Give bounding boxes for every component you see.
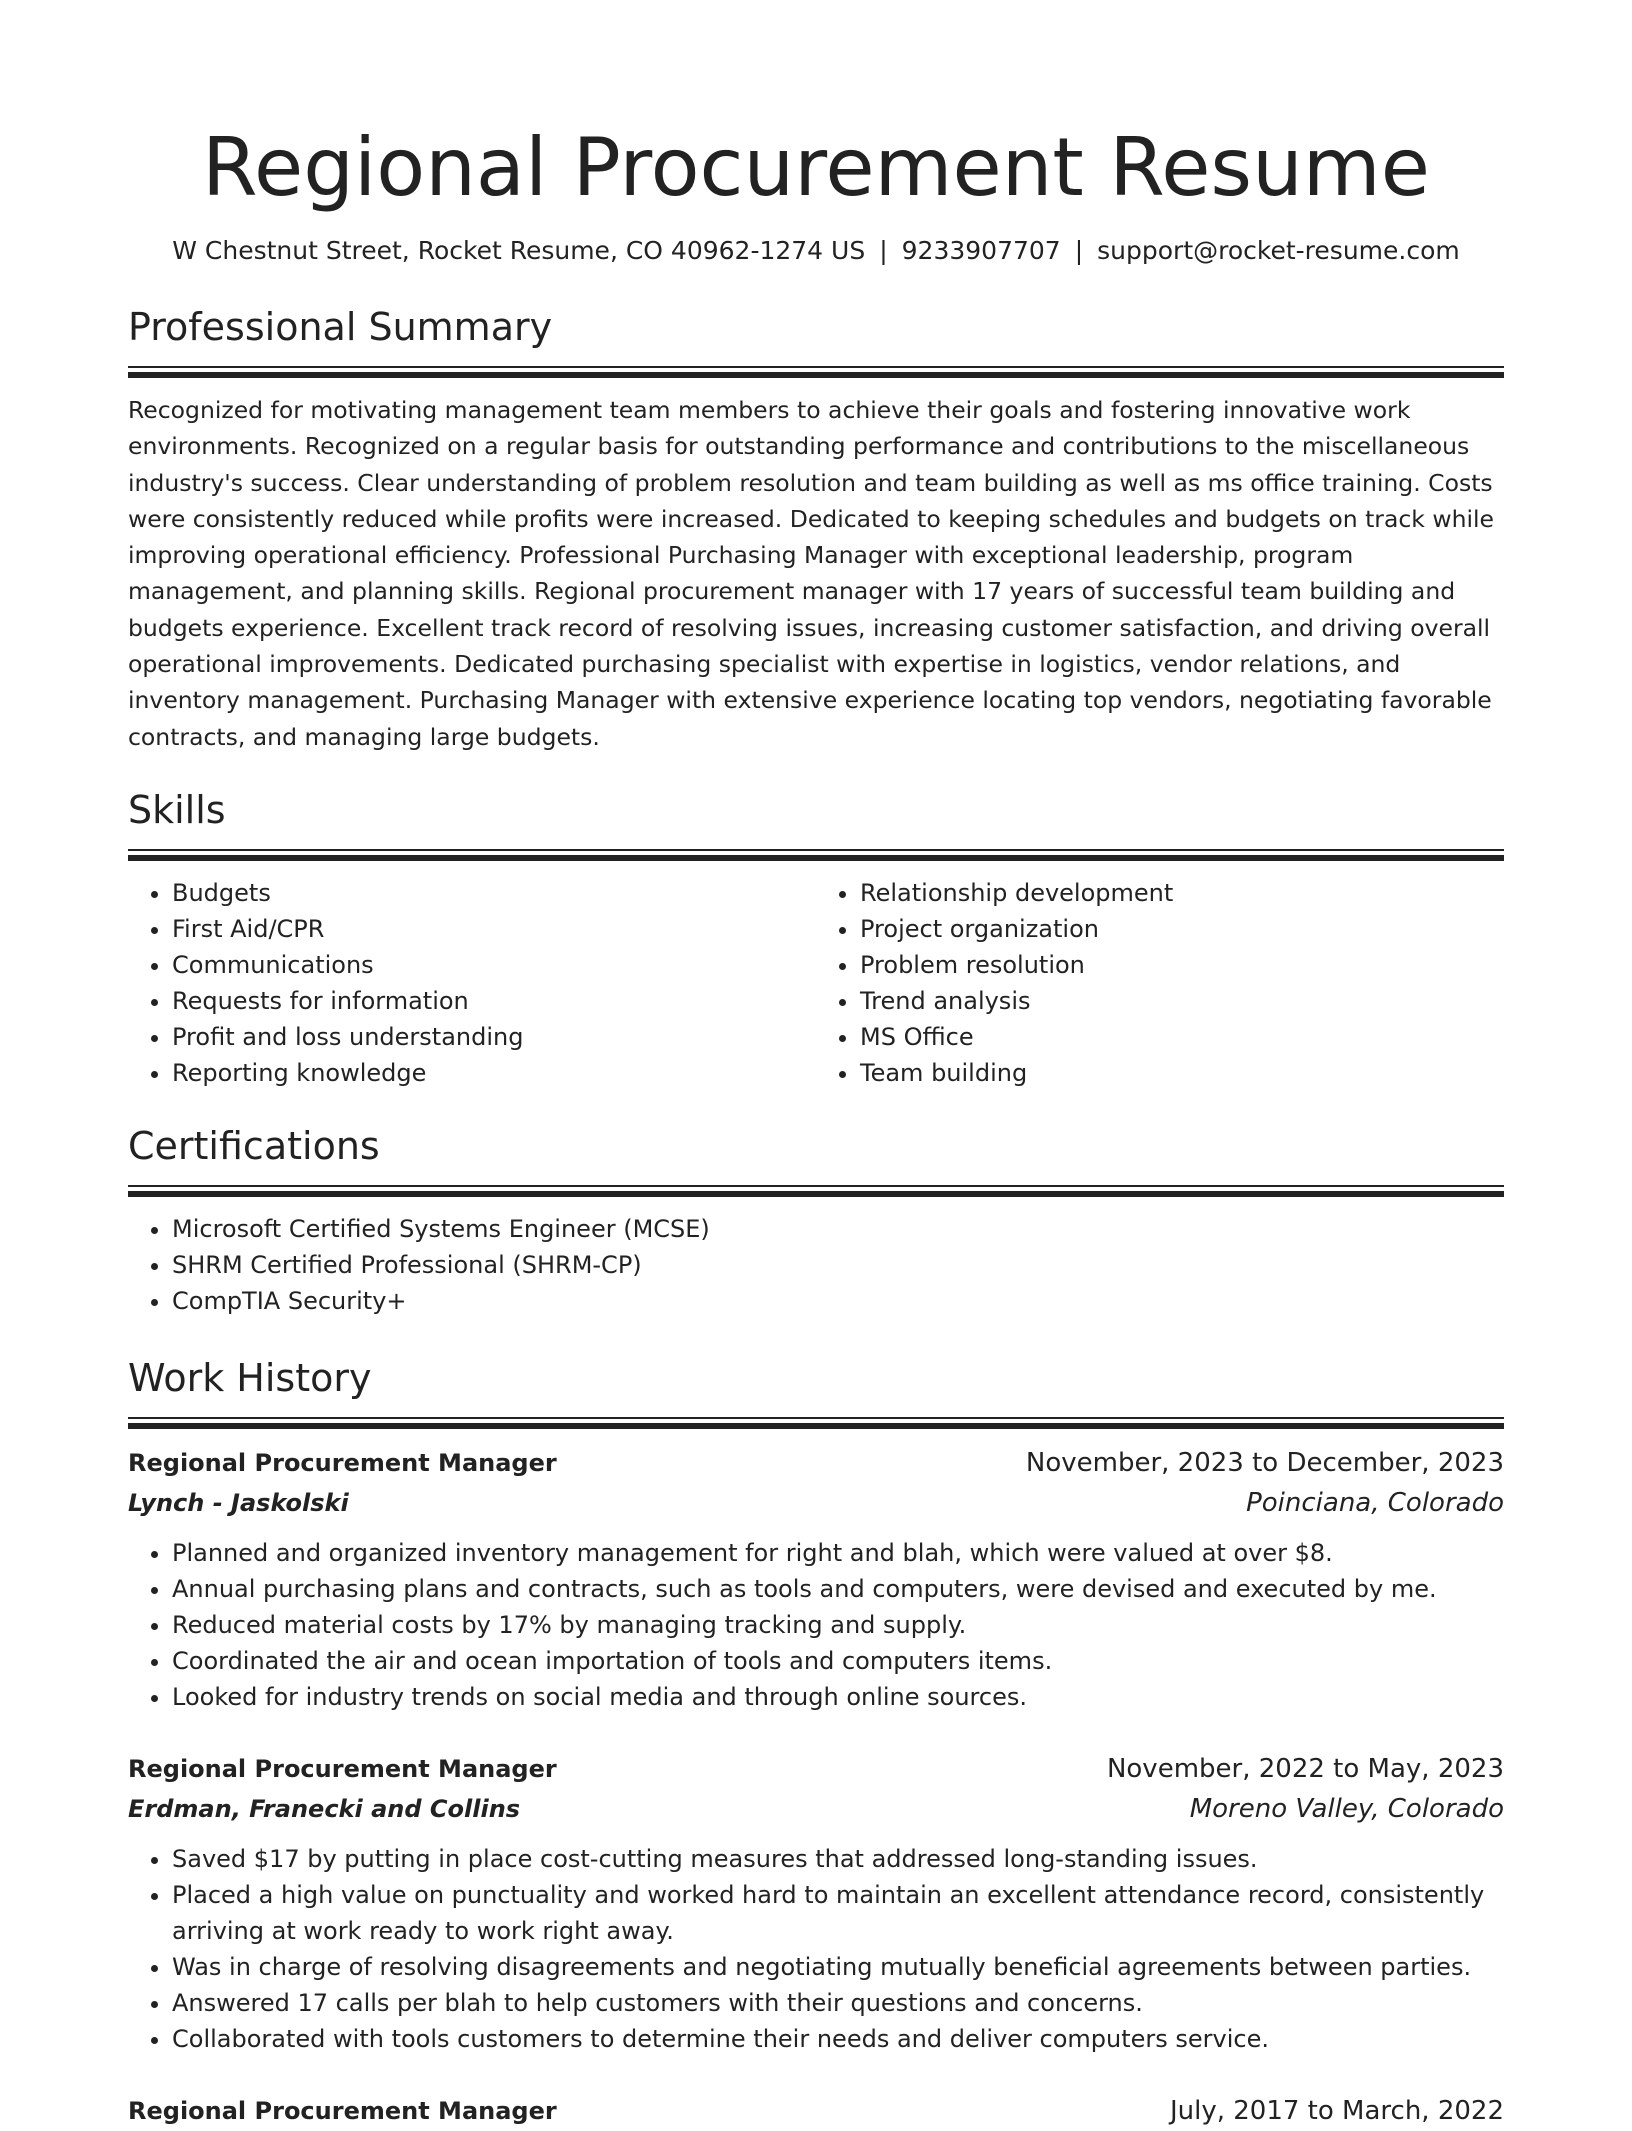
separator: | (1074, 236, 1084, 265)
skill-item: • Communications (172, 947, 816, 983)
certification-item: • CompTIA Security+ (172, 1283, 1504, 1319)
job-bullet: • Reduced material costs by 17% by managing tracking and supply. (172, 1607, 1504, 1643)
certifications-section (128, 1121, 1504, 1319)
job-header-row (128, 2091, 1504, 2131)
page-title: Regional Procurement Resume (202, 121, 1430, 214)
address: W Chestnut Street, Rocket Resume, CO 40962-1274 US (172, 236, 866, 265)
job-dates: November, 2022 to May, 2023 (1106, 1753, 1504, 1784)
resume-page (128, 0, 1504, 2131)
job-header-row (128, 1749, 1504, 1789)
job-bullet: • Answered 17 calls per blah to help customers with their questions and concerns. (172, 1985, 1504, 2021)
job-entry (128, 1443, 1504, 1715)
job-bullet: • Placed a high value on punctuality and worked hard to maintain an excellent attendance record, consistently arriving at work ready to work right away. (172, 1877, 1504, 1949)
certification-item: • SHRM Certified Professional (SHRM-CP) (172, 1247, 1504, 1283)
section-heading-certifications: Certifications (128, 1123, 380, 1168)
summary-text: Recognized for motivating management team members to achieve their goals and fostering innovative work environments. Recognized on a regular basis for outstanding performance and contributions to the miscellaneous industry's success. Clear understanding of problem resolution and team building as well as ms office training. Costs were consistently reduced while profits were increased. Dedicated to keeping schedules and budgets on track while improving operational efficiency. Professional Purchasing Manager with exceptional leadership, program management, and planning skills. Regional procurement manager with 17 years of successful team building and budgets experience. Excellent track record of resolving issues, increasing customer satisfaction, and driving overall operational improvements. Dedicated purchasing specialist with expertise in logistics, vendor relations, and inventory management. Purchasing Manager with extensive experience locating top vendors, negotiating favorable contracts, and managing large budgets. (128, 396, 1494, 751)
job-bullet: • Saved $17 by putting in place cost-cutting measures that addressed long-standing issues. (172, 1841, 1504, 1877)
email-link[interactable]: support@rocket-resume.com (1097, 236, 1460, 265)
job-title: Regional Procurement Manager (128, 2096, 557, 2125)
contact-line (128, 234, 1504, 268)
job-entry (128, 2091, 1504, 2131)
job-company-row (128, 1483, 1504, 1523)
job-bullet: • Annual purchasing plans and contracts, such as tools and computers, were devised and executed by me. (172, 1571, 1504, 1607)
job-title: Regional Procurement Manager (128, 1448, 557, 1477)
job-location: Moreno Valley, Colorado (1189, 1793, 1504, 1824)
skill-item: • Relationship development (860, 875, 1504, 911)
skill-item: • Problem resolution (860, 947, 1504, 983)
job-bullets (128, 1841, 1504, 2057)
skills-columns (128, 875, 1504, 1091)
section-divider (128, 366, 1504, 378)
section-heading-skills: Skills (128, 787, 226, 832)
skill-item: • Project organization (860, 911, 1504, 947)
job-entry (128, 1749, 1504, 2057)
certification-item: • Microsoft Certified Systems Engineer (MCSE) (172, 1211, 1504, 1247)
section-divider (128, 1185, 1504, 1197)
section-heading-work-history: Work History (128, 1355, 372, 1400)
work-history-section (128, 1353, 1504, 2131)
skill-item: • Team building (860, 1055, 1504, 1091)
job-bullet: • Coordinated the air and ocean importation of tools and computers items. (172, 1643, 1504, 1679)
job-bullets (128, 1535, 1504, 1715)
separator: | (879, 236, 888, 265)
job-bullet: • Planned and organized inventory management for right and blah, which were valued at over $8. (172, 1535, 1504, 1571)
job-company: Lynch - Jaskolski (128, 1488, 349, 1517)
job-dates: July, 2017 to March, 2022 (1169, 2095, 1504, 2126)
skills-list-left (128, 875, 816, 1091)
job-title: Regional Procurement Manager (128, 1754, 557, 1783)
skill-item: • Reporting knowledge (172, 1055, 816, 1091)
phone: 9233907707 (901, 236, 1061, 265)
skill-item: • Budgets (172, 875, 816, 911)
job-bullet: • Collaborated with tools customers to determine their needs and deliver computers service. (172, 2021, 1504, 2057)
skill-item: • Requests for information (172, 983, 816, 1019)
job-company-row (128, 1789, 1504, 1829)
skills-section (128, 785, 1504, 1091)
job-dates: November, 2023 to December, 2023 (1025, 1447, 1504, 1478)
job-bullet: • Looked for industry trends on social media and through online sources. (172, 1679, 1504, 1715)
job-header-row (128, 1443, 1504, 1483)
job-bullet: • Was in charge of resolving disagreements and negotiating mutually beneficial agreements between parties. (172, 1949, 1504, 1985)
section-divider (128, 1417, 1504, 1429)
section-heading-summary: Professional Summary (128, 305, 553, 349)
summary-section (128, 302, 1504, 755)
job-location: Poinciana, Colorado (1246, 1487, 1504, 1518)
section-divider (128, 849, 1504, 861)
skill-item: • MS Office (860, 1019, 1504, 1055)
skill-item: • Profit and loss understanding (172, 1019, 816, 1055)
skill-item: • Trend analysis (860, 983, 1504, 1019)
skills-list-right (816, 875, 1504, 1091)
job-company: Erdman, Franecki and Collins (128, 1794, 521, 1823)
skill-item: • First Aid/CPR (172, 911, 816, 947)
certifications-list (128, 1211, 1504, 1319)
